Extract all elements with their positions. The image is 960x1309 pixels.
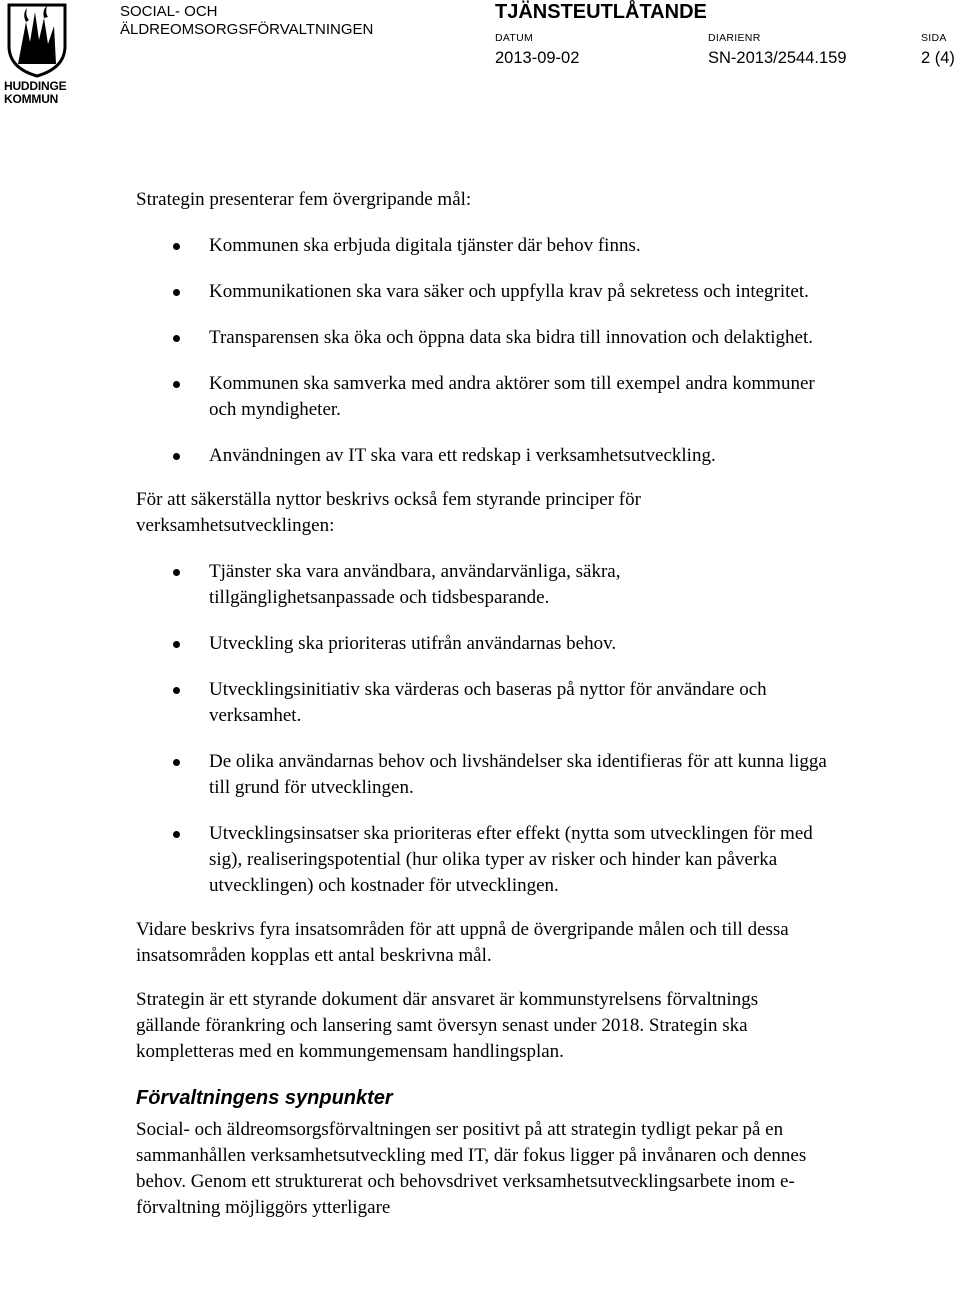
bullet-icon [173, 289, 180, 296]
principle-item: Utvecklingsinsatser ska prioriteras efter effekt (nytta som utvecklingen för med sig), realiseringspotential (hur olika typer av risker och hinder kan påverka utvecklingen) och kostnader för utvecklingen. [136, 821, 849, 899]
principle-item: De olika användarnas behov och livshändelser ska identifieras för att kunna ligga till grund för utvecklingen. [136, 749, 849, 801]
principles-intro: För att säkerställa nyttor beskrivs också fem styrande principer för verksamhetsutvecklingen: [136, 489, 641, 536]
bullet-icon [173, 243, 180, 250]
principles-list [136, 559, 856, 899]
goal-item: Transparensen ska öka och öppna data ska bidra till innovation och delaktighet. [136, 325, 841, 351]
goal-item: Användningen av IT ska vara ett redskap i verksamhetsutveckling. [136, 443, 909, 469]
diarienr-label: DIARIENR [708, 32, 761, 44]
goals-intro: Strategin presenterar fem övergripande mål: [136, 189, 472, 210]
bullet-icon [173, 335, 180, 342]
document-type: TJÄNSTEUTLÅTANDE [495, 1, 707, 23]
bullet-icon [173, 759, 180, 766]
bullet-icon [173, 687, 180, 694]
principle-item: Tjänster ska vara användbara, användarvänliga, säkra, tillgänglighetsanpassade och tidsbesparande. [136, 559, 769, 611]
crest-icon [6, 2, 68, 78]
document-body [136, 187, 856, 1221]
diarienr-value: SN-2013/2544.159 [708, 49, 847, 67]
page-label: SIDA [921, 32, 947, 44]
goals-list [136, 233, 856, 469]
principle-item: Utvecklingsinitiativ ska värderas och baseras på nyttor för användare och verksamhet. [136, 677, 849, 729]
date-label: DATUM [495, 32, 534, 44]
department-name: SOCIAL- OCH ÄLDREOMSORGSFÖRVALTNINGEN [120, 3, 374, 38]
opinion-paragraph: Social- och äldreomsorgsförvaltningen ser positivt på att strategin tydligt pekar på en sammanhållen verksamhetsutveckling med IT, där fokus ligger på invånaren och dennes behov. Genom ett strukturerat och behovsdrivet verksamhetsutvecklingsarbete inom e-förvaltning möjliggörs ytterligare [136, 1119, 807, 1218]
bullet-icon [173, 831, 180, 838]
section-heading: Förvaltningens synpunkter [136, 1087, 393, 1109]
municipality-logo [4, 2, 72, 106]
document-header [0, 0, 960, 110]
insatsomraden-paragraph: Vidare beskrivs fyra insatsområden för att uppnå de övergripande målen och till dessa insatsområden kopplas ett antal beskrivna mål. [136, 919, 789, 966]
goal-item: Kommunikationen ska vara säker och uppfylla krav på sekretess och integritet. [136, 279, 841, 305]
page-value: 2 (4) [921, 49, 955, 67]
bullet-icon [173, 641, 180, 648]
date-value: 2013-09-02 [495, 49, 580, 67]
bullet-icon [173, 381, 180, 388]
goal-item: Kommunen ska erbjuda digitala tjänster där behov finns. [136, 233, 856, 259]
logo-text: HUDDINGE KOMMUN [4, 79, 67, 106]
goal-item: Kommunen ska samverka med andra aktörer som till exempel andra kommuner och myndigheter. [136, 371, 841, 423]
principle-item: Utveckling ska prioriteras utifrån användarnas behov. [136, 631, 856, 657]
governance-paragraph: Strategin är ett styrande dokument där ansvaret är kommunstyrelsens förvaltnings gällande förankring och lansering samt översyn senast under 2018. Strategin ska kompletteras med en kommungemensam handlingsplan. [136, 989, 759, 1062]
bullet-icon [173, 569, 180, 576]
bullet-icon [173, 453, 180, 460]
